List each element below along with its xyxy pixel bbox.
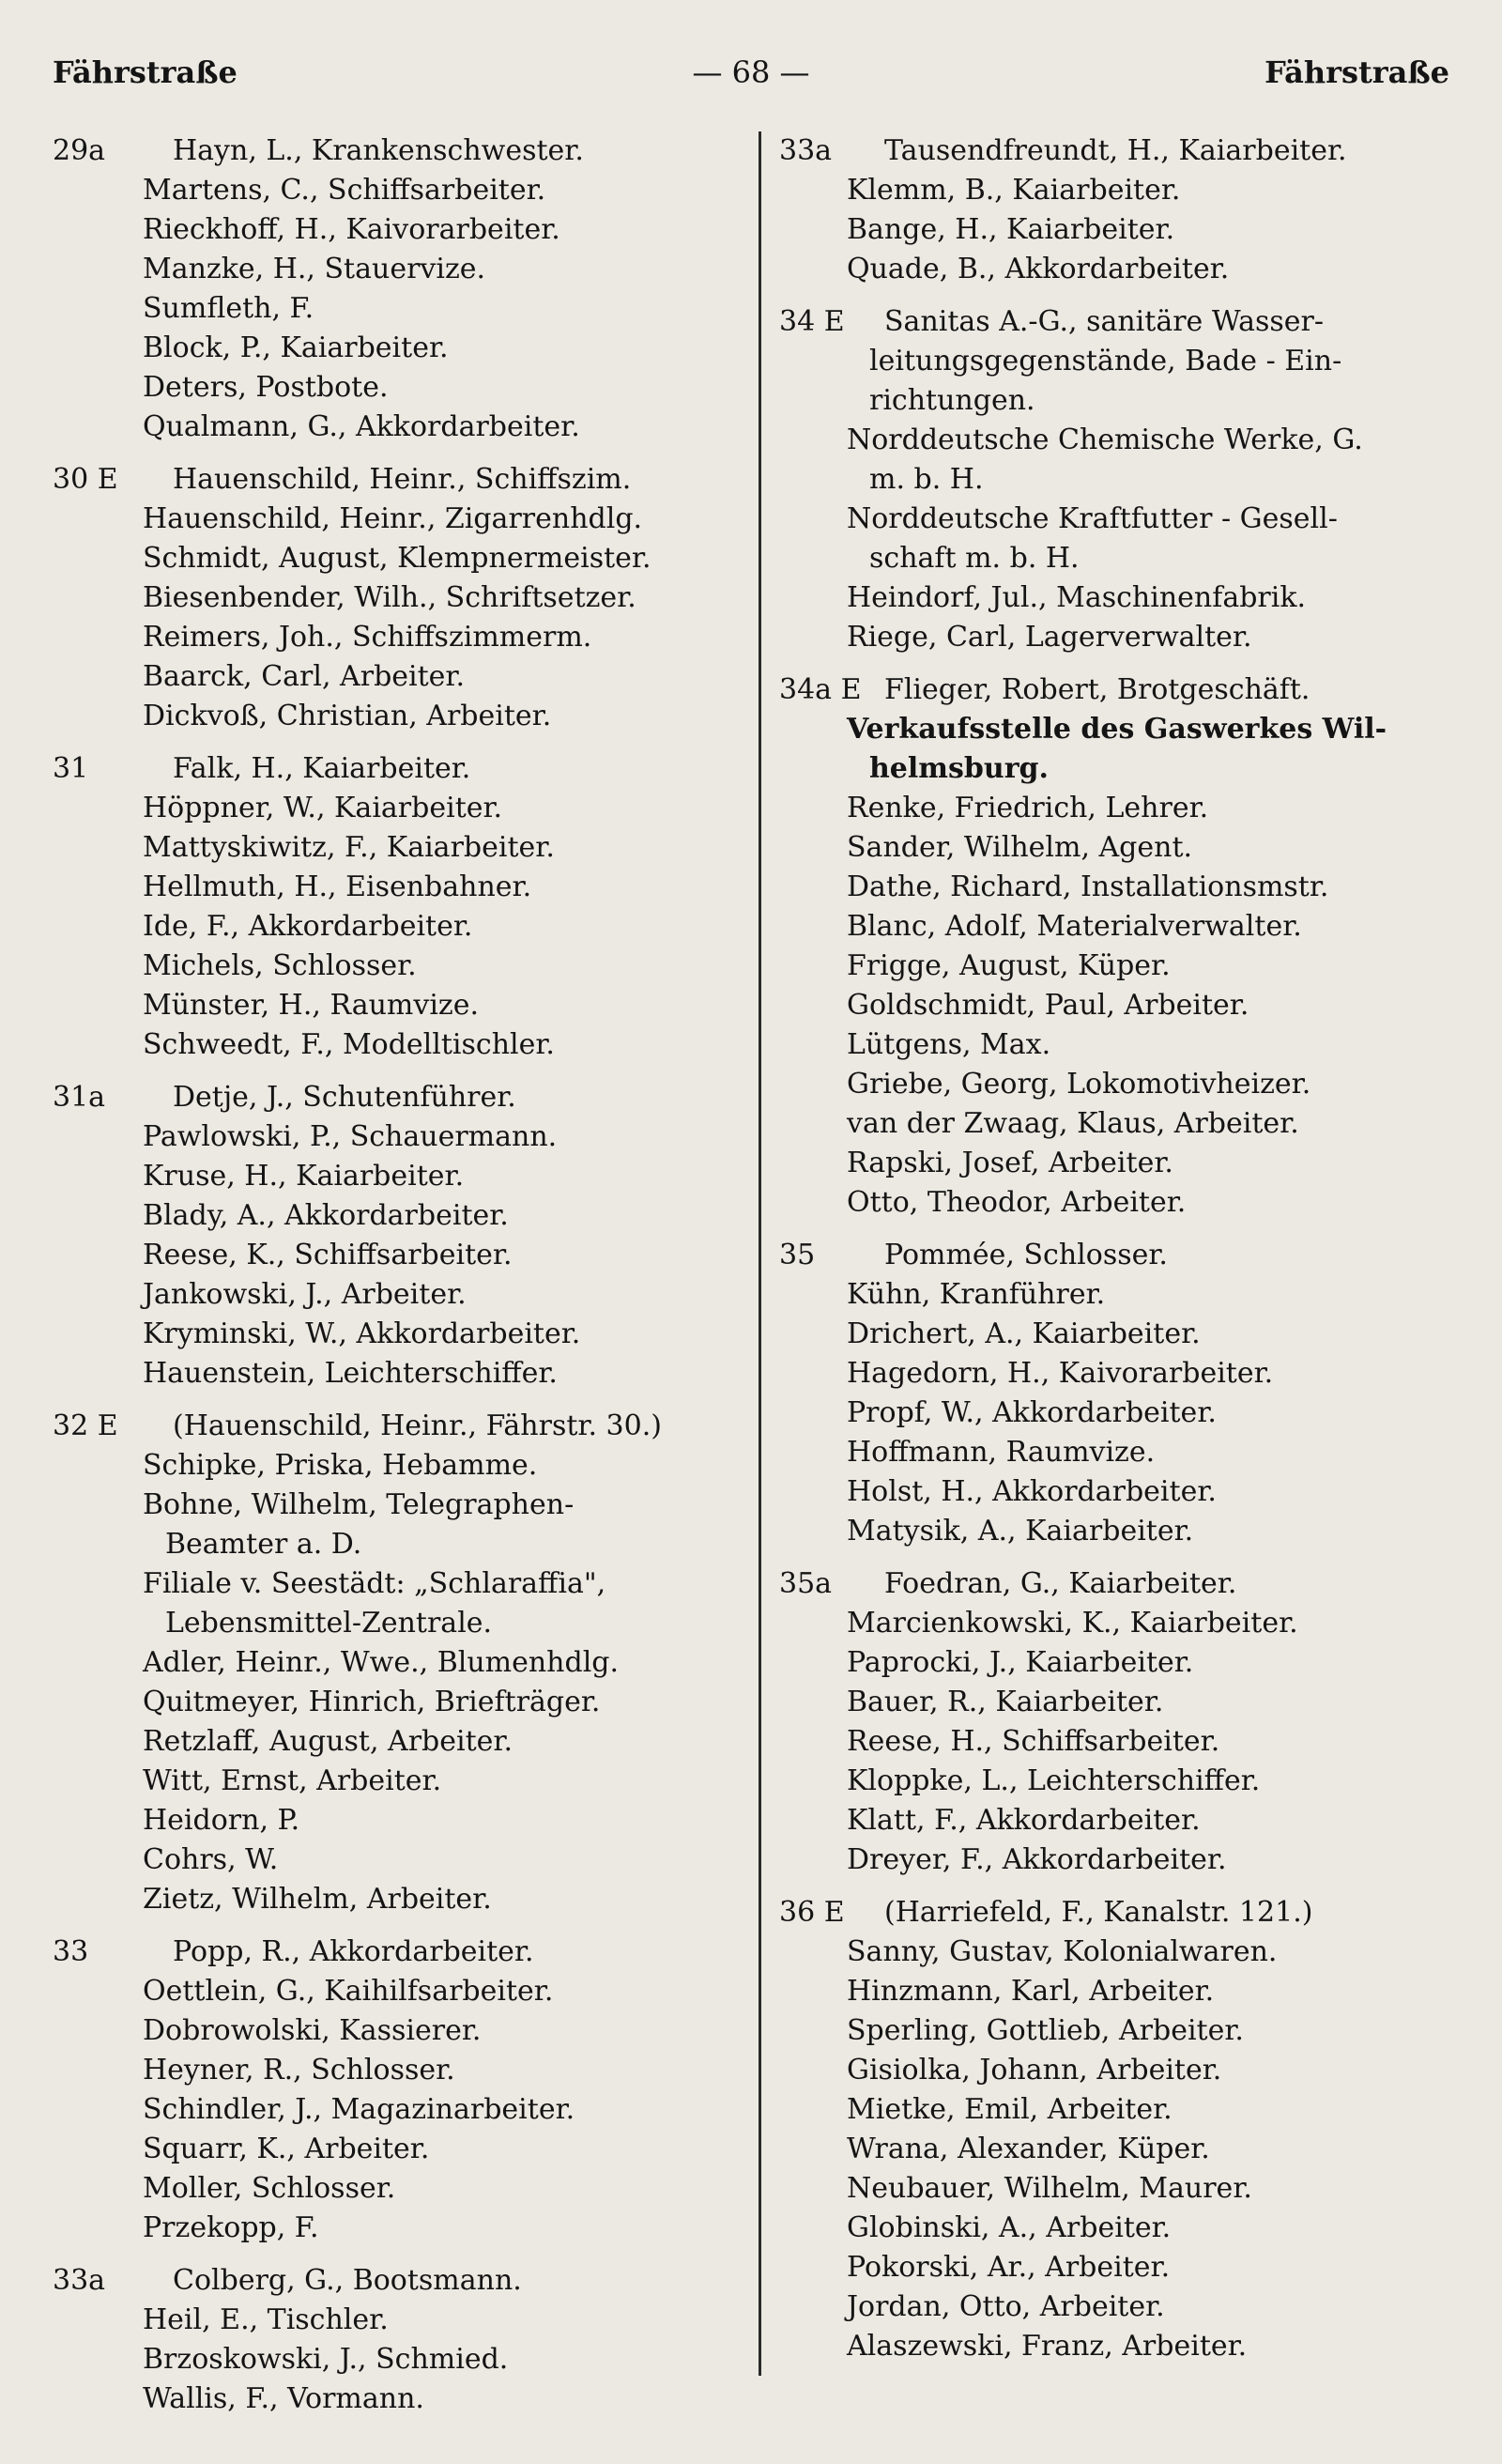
directory-line <box>779 907 1464 947</box>
directory-line <box>779 828 1464 868</box>
directory-line <box>53 828 743 868</box>
resident-entry: Biesenbender, Wilh., Schriftsetzer. <box>143 581 636 614</box>
directory-line <box>53 1407 743 1446</box>
resident-entry: Dickvoß, Christian, Arbeiter. <box>143 700 552 732</box>
resident-entry: Neubauer, Wilhelm, Maurer. <box>847 2172 1252 2205</box>
directory-line <box>779 2287 1464 2327</box>
house-number: 31a <box>53 1081 106 1114</box>
resident-entry: Beamter a. D. <box>165 1528 362 1561</box>
resident-entry: richtungen. <box>869 384 1035 417</box>
resident-entry: Rapski, Josef, Arbeiter. <box>847 1147 1173 1179</box>
directory-line <box>779 947 1464 986</box>
directory-line <box>53 578 743 618</box>
resident-entry: Sumfleth, F. <box>143 292 314 325</box>
resident-entry: Hoffmann, Raumvize. <box>847 1436 1156 1469</box>
resident-entry: Hayn, L., Krankenschwester. <box>173 134 584 167</box>
resident-entry: Bange, H., Kaiarbeiter. <box>847 213 1175 246</box>
page-header <box>53 54 1449 101</box>
directory-line <box>779 342 1464 381</box>
directory-line <box>53 2379 743 2419</box>
directory-line <box>53 2051 743 2090</box>
directory-line <box>779 421 1464 460</box>
resident-entry: Moller, Schlosser. <box>143 2172 396 2205</box>
resident-entry: Tausendfreundt, H., Kaiarbeiter. <box>884 134 1347 167</box>
directory-line <box>53 1486 743 1525</box>
resident-entry: Heyner, R., Schlosser. <box>143 2054 455 2087</box>
directory-line <box>53 697 743 736</box>
resident-entry: Rieckhoff, H., Kaivorarbeiter. <box>143 213 560 246</box>
resident-entry: Przekopp, F. <box>143 2211 319 2244</box>
directory-line <box>779 539 1464 578</box>
directory-line <box>53 1275 743 1315</box>
resident-entry: Propf, W., Akkordarbeiter. <box>847 1396 1217 1429</box>
resident-entry: Blanc, Adolf, Materialverwalter. <box>847 910 1302 943</box>
running-head-right: Fährstraße <box>1264 54 1449 90</box>
directory-line <box>53 2169 743 2209</box>
resident-entry: Block, P., Kaiarbeiter. <box>143 331 449 364</box>
directory-line <box>53 1025 743 1065</box>
directory-line <box>779 578 1464 618</box>
directory-line <box>53 1117 743 1157</box>
resident-entry: Hellmuth, H., Eisenbahner. <box>143 870 532 903</box>
resident-entry: Kruse, H., Kaiarbeiter. <box>143 1160 465 1193</box>
resident-entry: Reimers, Joh., Schiffszimmerm. <box>143 621 592 654</box>
resident-entry: Oettlein, G., Kaihilfsarbeiter. <box>143 1975 554 2008</box>
directory-line <box>779 2090 1464 2130</box>
resident-entry: Wrana, Alexander, Küper. <box>847 2133 1210 2165</box>
house-number: 33 <box>53 1935 89 1968</box>
directory-line <box>53 289 743 329</box>
resident-entry: Brzoskowski, J., Schmied. <box>143 2343 509 2376</box>
directory-line <box>53 460 743 500</box>
resident-entry: Bauer, R., Kaiarbeiter. <box>847 1686 1164 1718</box>
directory-line <box>53 789 743 828</box>
resident-entry: Manzke, H., Stauervize. <box>143 253 486 285</box>
directory-line <box>53 1354 743 1394</box>
column-divider <box>759 131 761 2376</box>
resident-entry: Quade, B., Akkordarbeiter. <box>847 253 1230 285</box>
directory-line <box>53 986 743 1025</box>
house-number: 30 E <box>53 463 118 496</box>
resident-entry: Schweedt, F., Modelltischler. <box>143 1028 555 1061</box>
directory-line <box>53 907 743 947</box>
resident-entry: (Harriefeld, F., Kanalstr. 121.) <box>884 1896 1313 1929</box>
resident-entry: Globinski, A., Arbeiter. <box>847 2211 1172 2244</box>
directory-line <box>779 2169 1464 2209</box>
resident-entry: Heindorf, Jul., Maschinenfabrik. <box>847 581 1307 614</box>
directory-line <box>53 1643 743 1683</box>
resident-entry: Goldschmidt, Paul, Arbeiter. <box>847 989 1249 1022</box>
resident-entry: Blady, A., Akkordarbeiter. <box>143 1199 509 1232</box>
directory-line <box>779 2209 1464 2248</box>
resident-entry: Adler, Heinr., Wwe., Blumenhdlg. <box>143 1646 620 1679</box>
resident-entry: Otto, Theodor, Arbeiter. <box>847 1186 1187 1219</box>
directory-line <box>779 1564 1464 1604</box>
house-number: 31 <box>53 752 89 785</box>
directory-line <box>779 618 1464 657</box>
directory-line <box>53 2209 743 2248</box>
resident-entry: Hinzmann, Karl, Arbeiter. <box>847 1975 1215 2008</box>
directory-line <box>779 2011 1464 2051</box>
directory-line <box>53 250 743 289</box>
directory-line <box>779 171 1464 210</box>
directory-line <box>53 1683 743 1722</box>
house-number: 35 <box>779 1239 816 1271</box>
directory-line <box>779 749 1464 789</box>
resident-entry: Detje, J., Schutenführer. <box>173 1081 516 1114</box>
directory-line <box>779 1104 1464 1144</box>
directory-line <box>779 1893 1464 1933</box>
house-number: 33a <box>53 2264 106 2297</box>
directory-line <box>779 1315 1464 1354</box>
resident-entry: Reese, K., Schiffsarbeiter. <box>143 1239 513 1271</box>
resident-entry: Pawlowski, P., Schauermann. <box>143 1120 558 1153</box>
resident-entry: Münster, H., Raumvize. <box>143 989 480 1022</box>
resident-entry: Schindler, J., Magazinarbeiter. <box>143 2093 575 2126</box>
directory-line <box>53 210 743 250</box>
resident-entry: Kloppke, L., Leichterschiffer. <box>847 1764 1261 1797</box>
resident-entry: Kühn, Kranführer. <box>847 1278 1106 1311</box>
house-number: 34 E <box>779 305 845 338</box>
directory-line <box>53 1196 743 1236</box>
directory-line <box>779 2130 1464 2169</box>
resident-entry: Heil, E., Tischler. <box>143 2303 389 2336</box>
directory-line <box>53 618 743 657</box>
resident-entry: Quitmeyer, Hinrich, Briefträger. <box>143 1686 601 1718</box>
directory-line <box>53 368 743 408</box>
resident-entry: Pokorski, Ar., Arbeiter. <box>847 2251 1171 2284</box>
resident-entry: Lebensmittel-Zentrale. <box>165 1607 493 1640</box>
resident-entry: Foedran, G., Kaiarbeiter. <box>884 1567 1237 1600</box>
resident-entry: Dreyer, F., Akkordarbeiter. <box>847 1843 1227 1876</box>
directory-line <box>53 2340 743 2379</box>
directory-line <box>53 1933 743 1972</box>
directory-line <box>779 460 1464 500</box>
resident-entry: Schipke, Priska, Hebamme. <box>143 1449 538 1482</box>
directory-line <box>53 2301 743 2340</box>
directory-line <box>779 1512 1464 1551</box>
resident-entry: Griebe, Georg, Lokomotivheizer. <box>847 1068 1311 1101</box>
directory-line <box>53 1840 743 1880</box>
directory-line <box>779 381 1464 421</box>
directory-line <box>53 1762 743 1801</box>
directory-line <box>53 1880 743 1919</box>
directory-line <box>779 1722 1464 1762</box>
resident-entry: Dobrowolski, Kassierer. <box>143 2014 482 2047</box>
directory-line <box>53 1315 743 1354</box>
directory-line <box>779 1801 1464 1840</box>
resident-entry: Matysik, A., Kaiarbeiter. <box>847 1515 1194 1548</box>
directory-line <box>779 670 1464 710</box>
directory-line <box>779 1394 1464 1433</box>
directory-line <box>53 749 743 789</box>
directory-line <box>53 1564 743 1604</box>
directory-line <box>53 2130 743 2169</box>
resident-entry: leitungsgegenstände, Bade - Ein- <box>869 345 1342 377</box>
directory-line <box>779 2051 1464 2090</box>
directory-line <box>53 1525 743 1564</box>
resident-entry: helmsburg. <box>869 752 1049 785</box>
resident-entry: Paprocki, J., Kaiarbeiter. <box>847 1646 1194 1679</box>
resident-entry: Michels, Schlosser. <box>143 949 417 982</box>
house-number: 34a E <box>779 673 862 706</box>
resident-entry: Hauenschild, Heinr., Zigarrenhdlg. <box>143 502 643 535</box>
resident-entry: Reese, H., Schiffsarbeiter. <box>847 1725 1220 1758</box>
resident-entry: Jankowski, J., Arbeiter. <box>143 1278 467 1311</box>
directory-line <box>779 2248 1464 2287</box>
resident-entry: Ide, F., Akkordarbeiter. <box>143 910 473 943</box>
resident-entry: Witt, Ernst, Arbeiter. <box>143 1764 442 1797</box>
directory-line <box>779 1433 1464 1472</box>
directory-line <box>779 1275 1464 1315</box>
directory-line <box>779 1762 1464 1801</box>
resident-entry: Mattyskiwitz, F., Kaiarbeiter. <box>143 831 555 864</box>
resident-entry: Jordan, Otto, Arbeiter. <box>847 2290 1165 2323</box>
left-column <box>53 131 743 2419</box>
resident-entry: Sanny, Gustav, Kolonialwaren. <box>847 1935 1278 1968</box>
resident-entry: Holst, H., Akkordarbeiter. <box>847 1475 1217 1508</box>
directory-line <box>779 2327 1464 2366</box>
directory-line <box>53 329 743 368</box>
resident-entry: Heidorn, P. <box>143 1804 300 1837</box>
resident-entry: Lütgens, Max. <box>847 1028 1051 1061</box>
resident-entry: Mietke, Emil, Arbeiter. <box>847 2093 1172 2126</box>
directory-line <box>53 1446 743 1486</box>
resident-entry: Cohrs, W. <box>143 1843 279 1876</box>
resident-entry: m. b. H. <box>869 463 984 496</box>
resident-entry: Retzlaff, August, Arbeiter. <box>143 1725 513 1758</box>
resident-entry: Baarck, Carl, Arbeiter. <box>143 660 466 693</box>
directory-line <box>53 2261 743 2301</box>
house-number: 36 E <box>779 1896 845 1929</box>
directory-line <box>53 171 743 210</box>
resident-entry: (Hauenschild, Heinr., Fährstr. 30.) <box>173 1409 662 1442</box>
directory-line <box>53 1157 743 1196</box>
directory-line <box>53 868 743 907</box>
resident-entry: schaft m. b. H. <box>869 542 1080 575</box>
resident-entry: Norddeutsche Kraftfutter - Gesell- <box>847 502 1338 535</box>
directory-line <box>779 868 1464 907</box>
directory-line <box>53 539 743 578</box>
directory-line <box>53 1722 743 1762</box>
resident-entry: Sanitas A.-G., sanitäre Wasser- <box>884 305 1324 338</box>
resident-entry: van der Zwaag, Klaus, Arbeiter. <box>847 1107 1299 1140</box>
resident-entry: Qualmann, G., Akkordarbeiter. <box>143 410 580 443</box>
directory-line <box>779 1933 1464 1972</box>
resident-entry: Frigge, August, Küper. <box>847 949 1171 982</box>
house-number: 29a <box>53 134 106 167</box>
resident-entry: Popp, R., Akkordarbeiter. <box>173 1935 534 1968</box>
resident-entry: Pommée, Schlosser. <box>884 1239 1168 1271</box>
resident-entry: Hagedorn, H., Kaivorarbeiter. <box>847 1357 1274 1390</box>
resident-entry: Drichert, A., Kaiarbeiter. <box>847 1317 1201 1350</box>
resident-entry: Deters, Postbote. <box>143 371 389 404</box>
directory-line <box>779 1683 1464 1722</box>
resident-entry: Falk, H., Kaiarbeiter. <box>173 752 471 785</box>
resident-entry: Renke, Friedrich, Lehrer. <box>847 792 1209 824</box>
directory-line <box>53 1972 743 2011</box>
resident-entry: Riege, Carl, Lagerverwalter. <box>847 621 1252 654</box>
directory-line <box>779 1604 1464 1643</box>
directory-line <box>779 1354 1464 1394</box>
resident-entry: Sperling, Gottlieb, Arbeiter. <box>847 2014 1244 2047</box>
resident-entry: Hauenschild, Heinr., Schiffszim. <box>173 463 632 496</box>
directory-line <box>53 408 743 447</box>
directory-line <box>53 2090 743 2130</box>
directory-line <box>53 1236 743 1275</box>
directory-line <box>779 1025 1464 1065</box>
resident-entry: Alaszewski, Franz, Arbeiter. <box>847 2330 1248 2363</box>
directory-line <box>779 1472 1464 1512</box>
directory-line <box>779 250 1464 289</box>
page-number: — 68 — <box>692 54 810 90</box>
house-number: 33a <box>779 134 833 167</box>
directory-line <box>53 2011 743 2051</box>
resident-entry: Hauenstein, Leichterschiffer. <box>143 1357 558 1390</box>
directory-line <box>779 1840 1464 1880</box>
directory-line <box>53 1801 743 1840</box>
directory-line <box>779 1236 1464 1275</box>
resident-entry: Kryminski, W., Akkordarbeiter. <box>143 1317 581 1350</box>
resident-entry: Flieger, Robert, Brotgeschäft. <box>884 673 1310 706</box>
directory-line <box>779 1643 1464 1683</box>
directory-line <box>779 789 1464 828</box>
running-head-left: Fährstraße <box>53 54 238 90</box>
resident-entry: Filiale v. Seestädt: „Schlaraffia", <box>143 1567 606 1600</box>
directory-line <box>779 131 1464 171</box>
directory-line <box>779 302 1464 342</box>
resident-entry: Verkaufsstelle des Gaswerkes Wil- <box>847 713 1387 746</box>
directory-line <box>779 986 1464 1025</box>
directory-line <box>53 500 743 539</box>
resident-entry: Dathe, Richard, Installationsmstr. <box>847 870 1329 903</box>
resident-entry: Schmidt, August, Klempnermeister. <box>143 542 651 575</box>
house-number: 35a <box>779 1567 833 1600</box>
resident-entry: Klemm, B., Kaiarbeiter. <box>847 174 1181 207</box>
resident-entry: Norddeutsche Chemische Werke, G. <box>847 424 1363 456</box>
directory-line <box>779 710 1464 749</box>
directory-line <box>779 1065 1464 1104</box>
directory-line <box>53 1604 743 1643</box>
directory-line <box>779 500 1464 539</box>
directory-line <box>779 1972 1464 2011</box>
resident-entry: Colberg, G., Bootsmann. <box>173 2264 522 2297</box>
resident-entry: Gisiolka, Johann, Arbeiter. <box>847 2054 1222 2087</box>
resident-entry: Wallis, F., Vormann. <box>143 2382 424 2415</box>
directory-line <box>53 947 743 986</box>
house-number: 32 E <box>53 1409 118 1442</box>
directory-line <box>779 1144 1464 1183</box>
directory-line <box>53 657 743 697</box>
resident-entry: Martens, C., Schiffsarbeiter. <box>143 174 546 207</box>
directory-line <box>779 210 1464 250</box>
directory-line <box>779 1183 1464 1223</box>
directory-line <box>53 131 743 171</box>
resident-entry: Marcienkowski, K., Kaiarbeiter. <box>847 1607 1298 1640</box>
resident-entry: Squarr, K., Arbeiter. <box>143 2133 430 2165</box>
resident-entry: Zietz, Wilhelm, Arbeiter. <box>143 1883 492 1916</box>
directory-line <box>53 1078 743 1117</box>
resident-entry: Klatt, F., Akkordarbeiter. <box>847 1804 1201 1837</box>
resident-entry: Sander, Wilhelm, Agent. <box>847 831 1193 864</box>
right-column <box>779 131 1464 2366</box>
resident-entry: Höppner, W., Kaiarbeiter. <box>143 792 503 824</box>
resident-entry: Bohne, Wilhelm, Telegraphen- <box>143 1488 575 1521</box>
